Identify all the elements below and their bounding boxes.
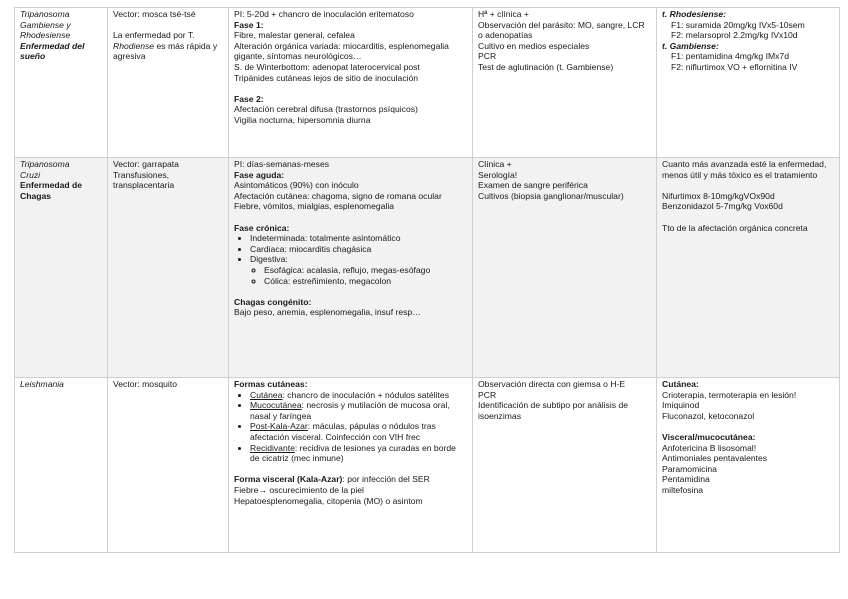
disease-name-line: Cruzi bbox=[20, 169, 41, 180]
treatment-line: Imiquinod bbox=[662, 400, 700, 411]
disease-name-line: Tripanosoma bbox=[20, 9, 70, 19]
phase-title: Fase 1: bbox=[234, 19, 264, 30]
diagnosis-cell bbox=[473, 8, 657, 158]
list-item: • Indeterminada: totalmente asintomático bbox=[250, 233, 467, 244]
clinical-line: Fiebre, vómitos, mialgias, esplenomegalia bbox=[234, 201, 395, 212]
clinical-line: Hepatoesplenomegalia, citopenia (MO) o asintom bbox=[234, 495, 423, 506]
treatment-line: F2: niflurtimox VO + eflornitina IV bbox=[671, 61, 798, 72]
disease-common-name: Enfermedad de Chagas bbox=[20, 180, 83, 201]
treatment-line: F1: suramida 20mg/kg IVx5-10sem bbox=[671, 19, 805, 30]
cutaneous-list bbox=[234, 390, 467, 464]
diagnosis-line: Cultivo en medios especiales bbox=[478, 40, 590, 51]
list-item: ◦ Esofágica: acalasia, reflujo, megas-esófago bbox=[264, 265, 467, 276]
diagnosis-line: Test de aglutinación (t. Gambiense) bbox=[478, 61, 614, 72]
treatment-subtitle: t. Rhodesiense: bbox=[662, 9, 726, 19]
diagnosis-line: PCR bbox=[478, 51, 497, 62]
list-item: • Recidivante: recidiva de lesiones ya curadas en borde de cicatriz (mec inmune) bbox=[250, 443, 467, 464]
disease-cell bbox=[15, 158, 108, 378]
disease-name-line: Gambiense y bbox=[20, 19, 71, 30]
phase-title: Fase aguda: bbox=[234, 169, 285, 180]
table-row-leishmania bbox=[15, 378, 840, 553]
disease-name-line: Tripanosoma bbox=[20, 159, 70, 169]
treatment-line: Antimoniales pentavalentes bbox=[662, 453, 768, 464]
treatment-line: Tto de la afectación orgánica concreta bbox=[662, 222, 808, 233]
clinical-line: S. de Winterbottom: adenopat laterocervical post bbox=[234, 61, 420, 72]
treatment-subtitle: t. Gambiense: bbox=[662, 40, 719, 51]
treatment-note: Cuanto más avanzada esté la enfermedad, menos útil y más tóxico es el tratamiento bbox=[662, 159, 827, 180]
treatment-line: Fluconazol, ketoconazol bbox=[662, 410, 755, 421]
diagnosis-cell bbox=[473, 378, 657, 553]
treatment-cell bbox=[657, 378, 840, 553]
transmission-line: Vector: mosca tsé-tsé bbox=[113, 9, 196, 19]
clinical-cell bbox=[229, 8, 473, 158]
treatment-line: Anfotericina B lisosomal! bbox=[662, 442, 757, 453]
transmission-line: Vector: garrapata bbox=[113, 159, 179, 169]
visceral-title: Forma visceral (Kala-Azar): por infección del SER bbox=[234, 474, 430, 485]
disease-table bbox=[14, 7, 840, 553]
clinical-line: Fibre, malestar general, cefalea bbox=[234, 30, 355, 41]
transmission-line: Vector: mosquito bbox=[113, 379, 178, 389]
treatment-line: miltefosina bbox=[662, 484, 704, 495]
phase-title: Fase crónica: bbox=[234, 222, 290, 233]
incubation-period: PI: 5-20d + chancro de inoculación eritematoso bbox=[234, 9, 414, 19]
chronic-list bbox=[234, 233, 467, 286]
treatment-line: F2: melarsoprol 2.2mg/kg IVx10d bbox=[671, 30, 798, 41]
diagnosis-line: Hª + clínica + bbox=[478, 9, 529, 19]
treatment-cell bbox=[657, 158, 840, 378]
list-item: • Digestiva: ◦ Esofágica: acalasia, reflujo, megas-esófago ◦ Cólica: estreñimiento, megacolon bbox=[250, 254, 467, 286]
diagnosis-line: Clínica + bbox=[478, 159, 512, 169]
list-item: • Cardiaca: miocarditis chagásica bbox=[250, 244, 467, 255]
treatment-line: Benzonidazol 5-7mg/kg Vox60d bbox=[662, 201, 783, 212]
disease-cell bbox=[15, 378, 108, 553]
disease-name-line: Leishmania bbox=[20, 379, 64, 389]
disease-cell bbox=[15, 8, 108, 158]
incubation-period: PI: días-semanas-meses bbox=[234, 159, 330, 169]
treatment-subtitle: Visceral/mucocutánea: bbox=[662, 431, 756, 442]
list-item: ◦ Cólica: estreñimiento, megacolon bbox=[264, 276, 467, 287]
diagnosis-line: Serología! bbox=[478, 169, 518, 180]
diagnosis-line: Observación directa con giemsa o H-E bbox=[478, 379, 626, 389]
digestive-list bbox=[250, 265, 467, 286]
clinical-line: Afectación cutánea: chagoma, signo de romana ocular bbox=[234, 190, 442, 201]
diagnosis-line: Identificación de subtipo por análisis de isoenzimas bbox=[478, 400, 629, 421]
clinical-cell bbox=[229, 158, 473, 378]
transmission-cell bbox=[108, 8, 229, 158]
treatment-line: Paramomicina bbox=[662, 463, 717, 474]
list-item: • Cutánea: chancro de inoculación + nódulos satélites bbox=[250, 390, 467, 401]
diagnosis-line: PCR bbox=[478, 389, 497, 400]
treatment-subtitle: Cutánea: bbox=[662, 379, 699, 389]
treatment-line: F1: pentamidina 4mg/kg IMx7d bbox=[671, 51, 789, 62]
disease-name-line: Rhodesiense bbox=[20, 30, 71, 41]
treatment-cell bbox=[657, 8, 840, 158]
list-item: • Post-Kala-Azar: máculas, pápulas o nódulos tras afectación visceral. Coinfección con VIH frec bbox=[250, 421, 467, 442]
diagnosis-line: Examen de sangre periférica bbox=[478, 180, 588, 191]
treatment-line: Crioterapia, termoterapia en lesión! bbox=[662, 389, 797, 400]
disease-common-name: Enfermedad del sueño bbox=[20, 40, 85, 62]
clinical-line: Asintomáticos (90%) con inóculo bbox=[234, 180, 359, 191]
clinical-line: Tripánides cutáneas lejos de sitio de inoculación bbox=[234, 72, 419, 83]
diagnosis-cell bbox=[473, 158, 657, 378]
list-item: • Mucocutánea: necrosis y mutilación de mucosa oral, nasal y faríngea bbox=[250, 400, 467, 421]
diagnosis-line: Observación del parásito: MO, sangre, LCR o adenopatías bbox=[478, 19, 645, 41]
treatment-line: Pentamidina bbox=[662, 474, 710, 485]
treatment-line: Nifurtimox 8-10mg/kgVOx90d bbox=[662, 190, 775, 201]
clinical-line: Vigilia nocturna, hipersomnia diurna bbox=[234, 114, 371, 125]
diagnosis-line: Cultivos (biopsia ganglionar/muscular) bbox=[478, 190, 624, 201]
transmission-cell bbox=[108, 378, 229, 553]
table-row-chagas bbox=[15, 158, 840, 378]
phase-title: Fase 2: bbox=[234, 93, 264, 104]
clinical-line: Afectación cerebral difusa (trastornos psíquicos) bbox=[234, 104, 418, 115]
clinical-line: Fiebre→ oscurecimiento de la piel bbox=[234, 484, 364, 495]
phase-title: Formas cutáneas: bbox=[234, 379, 308, 389]
table-row-sleeping-sickness bbox=[15, 8, 840, 158]
phase-title: Chagas congénito: bbox=[234, 296, 312, 307]
clinical-cell bbox=[229, 378, 473, 553]
transmission-note: La enfermedad por T. Rhodiense es más rápida y agresiva bbox=[113, 30, 218, 62]
transmission-line: Transfusiones, transplacentaria bbox=[113, 169, 175, 191]
clinical-line: Bajo peso, anemia, esplenomegalia, insuf resp… bbox=[234, 307, 421, 318]
clinical-line: Alteración orgánica variada: miocarditis, esplenomegalia gigante, síntomas neurológicos… bbox=[234, 40, 449, 62]
transmission-cell bbox=[108, 158, 229, 378]
